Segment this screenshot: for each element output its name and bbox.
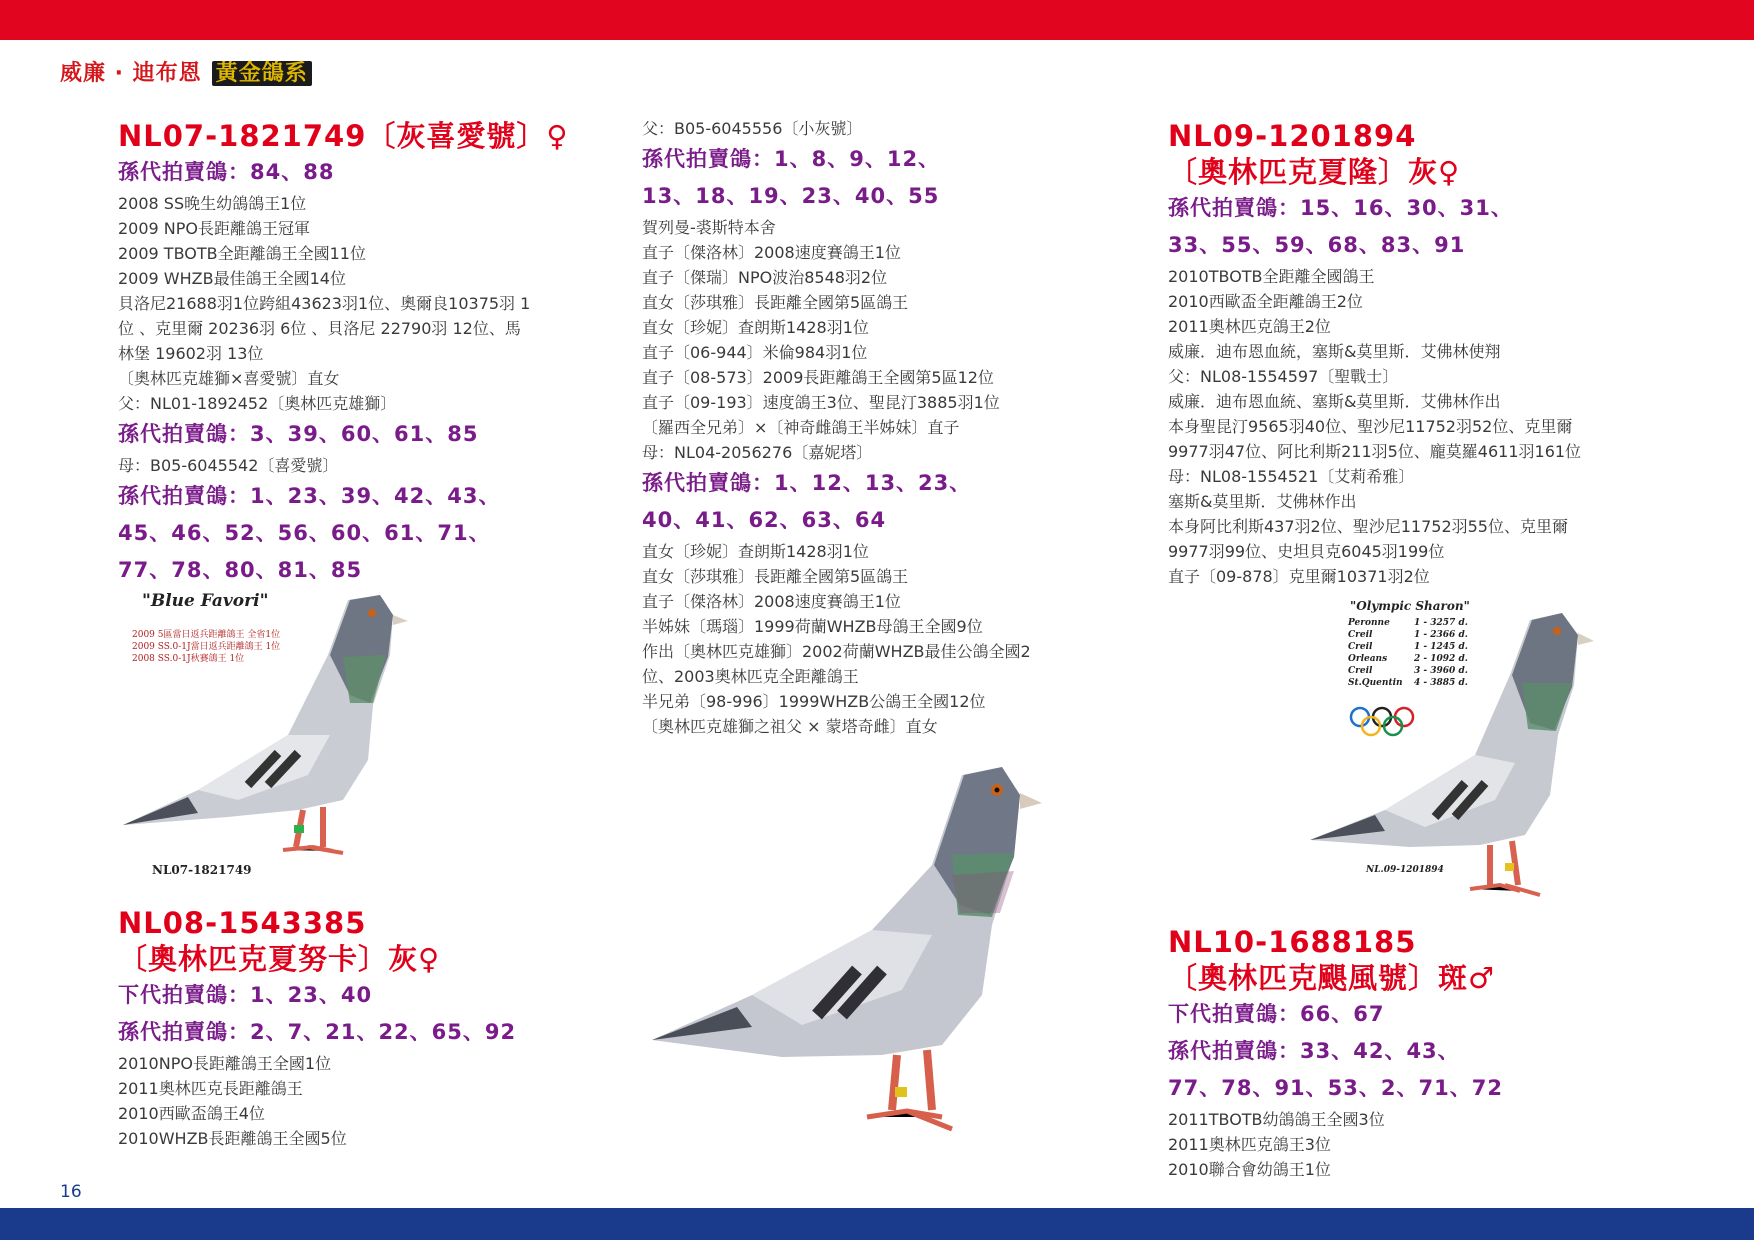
record-line: 位 、克里爾 20236羽 6位 、貝洛尼 22790羽 12位、馬 — [118, 319, 521, 338]
record-line: 半兄弟〔98-996〕1999WHZB公鴿王全國12位 — [642, 692, 986, 711]
bottom-color-band — [0, 1208, 1754, 1240]
grandchild-auction: 孫代拍賣鴿：2、7、21、22、65、92 — [118, 1020, 517, 1044]
mother-grandchild-auction: 孫代拍賣鴿：1、23、39、42、43、 — [118, 484, 501, 508]
top-color-band — [0, 0, 1754, 40]
grandchild-auction: 33、55、59、68、83、91 — [1168, 233, 1466, 257]
bird-block-hurricane — [1168, 924, 1638, 1182]
record-line: 直子〔09-878〕克里爾10371羽2位 — [1168, 567, 1430, 586]
record-line: 2010西歐盃全距離鴿王2位 — [1168, 292, 1363, 311]
record-line: 2010TBOTB全距離全國鴿王 — [1168, 267, 1375, 286]
column-middle — [642, 116, 1112, 739]
photo-name-label: "Blue Favori" — [142, 591, 269, 611]
photo-ring-number: NL07-1821749 — [152, 863, 252, 877]
record-line: 直子〔傑瑞〕NPO波治8548羽2位 — [642, 268, 888, 287]
record-line: 母：NL04-2056276〔嘉妮塔〕 — [642, 443, 873, 462]
record-line: 〔羅西全兄弟〕×〔神奇雌鴿王半姊妹〕直子 — [642, 418, 960, 437]
bird-title: NL09-1201894 — [1168, 119, 1417, 153]
record-line: 塞斯&莫里斯．艾佛林作出 — [1168, 492, 1357, 511]
record-line: 作出〔奧林匹克雄獅〕2002荷蘭WHZB最佳公鴿全國2 — [642, 642, 1031, 661]
father-grandchild-auction: 孫代拍賣鴿：1、8、9、12、 — [642, 147, 941, 171]
father-grandchild-auction: 孫代拍賣鴿：3、39、60、61、85 — [118, 422, 479, 446]
mother-grandchild-auction: 40、41、62、63、64 — [642, 508, 887, 532]
race-row: Creil 3 - 3960 d. — [1348, 666, 1468, 676]
pigeon-photo-large — [642, 745, 1082, 1180]
record-line: 2008 SS晚生幼鴿鴿王1位 — [118, 194, 307, 213]
record-line: 2009 TBOTB全距離鴿王全國11位 — [118, 244, 366, 263]
grandchild-auction: 孫代拍賣鴿：33、42、43、 — [1168, 1039, 1460, 1063]
record-line: 2011TBOTB幼鴿鴿王全國3位 — [1168, 1110, 1385, 1129]
photo-record: 2009 SS.0-1J當日返兵距離鴿王 1位 — [132, 642, 281, 652]
record-line: 直子〔09-193〕速度鴿王3位、聖昆汀3885羽1位 — [642, 393, 1000, 412]
grandchild-auction: 77、78、91、53、2、71、72 — [1168, 1076, 1503, 1100]
bird-title-name: 〔奧林匹克夏努卡〕灰♀ — [118, 942, 441, 976]
record-line: 賀列曼-裘斯特本舍 — [642, 218, 776, 237]
photo-record: 2009 5區當日返兵距離鴿王 全省1位 — [132, 630, 281, 640]
bird-title-name: 〔奧林匹克夏隆〕灰♀ — [1168, 155, 1461, 189]
record-line: 父：NL08-1554597〔聖戰士〕 — [1168, 367, 1399, 386]
mother-grandchild-auction: 77、78、80、81、85 — [118, 558, 363, 582]
pigeon-illustration — [642, 745, 1082, 1180]
record-line: 林堡 19602羽 13位 — [118, 344, 264, 363]
record-line: 2009 WHZB最佳鴿王全國14位 — [118, 269, 346, 288]
bird-title: NL07-1821749〔灰喜愛號〕♀ — [118, 119, 569, 153]
record-line: 2010西歐盃鴿王4位 — [118, 1104, 265, 1123]
record-line: 直女〔莎琪雅〕長距離全國第5區鴿王 — [642, 293, 909, 312]
mother-grandchild-auction: 45、46、52、56、60、61、71、 — [118, 521, 491, 545]
record-line: 母：NL08-1554521〔艾莉希雅〕 — [1168, 467, 1415, 486]
photo-name-label: "Olympic Sharon" — [1350, 599, 1470, 613]
record-line: 直子〔06-944〕米倫984羽1位 — [642, 343, 868, 362]
record-line: 2009 NPO長距離鴿王冠軍 — [118, 219, 311, 238]
record-line: 貝洛尼21688羽1位跨組43623羽1位、奧爾良10375羽 1 — [118, 294, 531, 313]
record-line: 本身聖昆汀9565羽40位、聖沙尼11752羽52位、克里爾 — [1168, 417, 1573, 436]
record-line: 直子〔傑洛林〕2008速度賽鴿王1位 — [642, 243, 901, 262]
record-line: 直女〔珍妮〕查朗斯1428羽1位 — [642, 318, 869, 337]
race-row: Creil 1 - 1245 d. — [1348, 642, 1468, 652]
pigeon-photo-olympic-sharon — [1300, 595, 1640, 925]
race-row: St.Quentin 4 - 3885 d. — [1348, 678, 1468, 688]
mother-record-list — [642, 539, 1112, 739]
record-line: 父：NL01-1892452〔奧林匹克雄獅〕 — [118, 394, 397, 413]
bird-title: NL10-1688185 — [1168, 925, 1417, 959]
bird-title: NL08-1543385 — [118, 906, 367, 940]
record-line: 直子〔08-573〕2009長距離鴿王全國第5區12位 — [642, 368, 994, 387]
grandchild-auction: 孫代拍賣鴿：84、88 — [118, 160, 335, 184]
record-line: 2010NPO長距離鴿王全國1位 — [118, 1054, 332, 1073]
page-header — [60, 56, 312, 87]
column-left — [118, 118, 588, 589]
bird-block-sharonka — [118, 905, 588, 1151]
bird-record-list — [1168, 264, 1638, 589]
race-row: Creil 1 - 2366 d. — [1348, 630, 1468, 640]
header-breeder: 威廉 · 迪布恩 — [60, 61, 202, 86]
record-line: 2010WHZB長距離鴿王全國5位 — [118, 1129, 347, 1148]
child-auction: 下代拍賣鴿：66、67 — [1168, 1002, 1385, 1026]
record-line: 9977羽47位、阿比利斯211羽5位、龐莫羅4611羽161位 — [1168, 442, 1582, 461]
record-line: 2011奧林匹克鴿王3位 — [1168, 1135, 1331, 1154]
race-row: Peronne 1 - 3257 d. — [1348, 618, 1468, 628]
record-line: 位、2003奧林匹克全距離鴿王 — [642, 667, 859, 686]
pigeon-photo-blue-favori — [118, 585, 448, 903]
record-line: 2010聯合會幼鴿王1位 — [1168, 1160, 1331, 1179]
mother-grandchild-auction: 孫代拍賣鴿：1、12、13、23、 — [642, 471, 972, 495]
photo-record: 2008 SS.0-1J秋賽鴿王 1位 — [132, 654, 245, 664]
race-row: Orleans 2 - 1092 d. — [1348, 654, 1468, 664]
grandchild-auction: 孫代拍賣鴿：15、16、30、31、 — [1168, 196, 1513, 220]
record-line: 威廉．迪布恩血統、塞斯&莫里斯．艾佛林作出 — [1168, 392, 1501, 411]
record-line: 本身阿比利斯437羽2位、聖沙尼11752羽55位、克里爾 — [1168, 517, 1568, 536]
father-grandchild-auction: 13、18、19、23、40、55 — [642, 184, 940, 208]
record-line: 威廉．迪布恩血統，塞斯&莫里斯．艾佛林使翔 — [1168, 342, 1501, 361]
page-number: 16 — [60, 1182, 82, 1202]
photo-ring-number: NL.09-1201894 — [1366, 865, 1444, 875]
record-line: 直女〔莎琪雅〕長距離全國第5區鴿王 — [642, 567, 909, 586]
record-line: 〔奧林匹克雄獅之祖父 × 蒙塔奇雌〕直女 — [642, 717, 938, 736]
column-right — [1168, 118, 1638, 589]
record-line: 半姊妹〔瑪瑙〕1999荷蘭WHZB母鴿王全國9位 — [642, 617, 983, 636]
photo-record-list — [132, 629, 280, 665]
record-line: 〔奧林匹克雄獅×喜愛號〕直女 — [118, 369, 340, 388]
bird-record-list — [118, 191, 588, 416]
bird-title-name: 〔奧林匹克颶風號〕斑♂ — [1168, 961, 1495, 995]
record-line: 直女〔珍妮〕查朗斯1428羽1位 — [642, 542, 869, 561]
father-record-list — [642, 215, 1112, 465]
record-line: 直子〔傑洛林〕2008速度賽鴿王1位 — [642, 592, 901, 611]
record-line: 2011奧林匹克鴿王2位 — [1168, 317, 1331, 336]
child-auction: 下代拍賣鴿：1、23、40 — [118, 983, 373, 1007]
photo-race-list — [1348, 617, 1468, 689]
mother-line: 母：B05-6045542〔喜愛號〕 — [118, 456, 339, 475]
record-line: 2011奧林匹克長距離鴿王 — [118, 1079, 303, 1098]
record-line: 9977羽99位、史坦貝克6045羽199位 — [1168, 542, 1445, 561]
father-line: 父：B05-6045556〔小灰號〕 — [642, 119, 863, 138]
header-strain: 黃金鴿系 — [212, 61, 312, 86]
